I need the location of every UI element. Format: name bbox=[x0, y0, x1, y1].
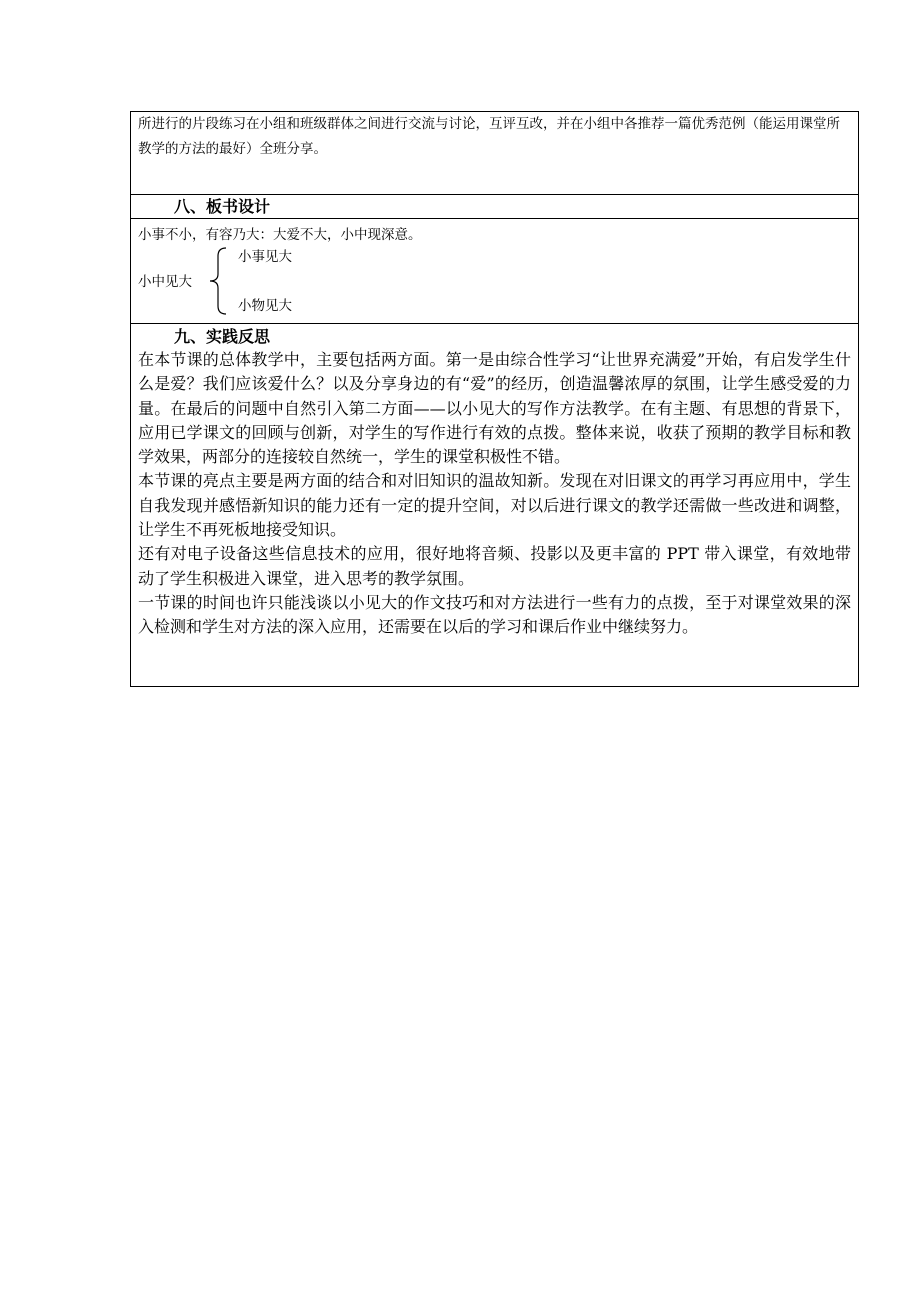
practice-paragraph: 所进行的片段练习在小组和班级群体之间进行交流与讨论，互评互改，并在小组中各推荐一篇优秀范例（能运用课堂所教学的方法的最好）全班分享。 bbox=[138, 116, 840, 157]
board-design-row bbox=[131, 219, 859, 324]
curly-brace-icon bbox=[206, 246, 228, 316]
board-topic: 小中见大 bbox=[138, 274, 192, 290]
practice-cell bbox=[131, 112, 859, 195]
board-design-cell bbox=[131, 219, 859, 324]
reflection-cell bbox=[131, 324, 859, 687]
reflection-paragraph-2: 本节课的亮点主要是两方面的结合和对旧知识的温故知新。发现在对旧课文的再学习再应用中，学生自我发现并感悟新知识的能力还有一定的提升空间，对以后进行课文的教学还需做一些改进和调整，让学生不再死板地接受知识。 bbox=[138, 471, 851, 540]
board-design-content bbox=[138, 219, 851, 323]
reflection-row bbox=[131, 324, 859, 687]
practice-row bbox=[131, 112, 859, 195]
board-item-small-object: 小物见大 bbox=[238, 298, 292, 314]
lesson-plan-table bbox=[130, 111, 859, 687]
board-design-heading-cell bbox=[131, 195, 859, 219]
board-design-heading: 八、板书设计 bbox=[174, 197, 271, 216]
board-design-heading-row bbox=[131, 195, 859, 219]
reflection-paragraph-3: 还有对电子设备这些信息技术的应用，很好地将音频、投影以及更丰富的 PPT 带入课堂，有效地带动了学生积极进入课堂，进入思考的教学氛围。 bbox=[138, 544, 851, 588]
reflection-paragraph-4: 一节课的时间也许只能浅谈以小见大的作文技巧和对方法进行一些有力的点拨，至于对课堂效果的深入检测和学生对方法的深入应用，还需要在以后的学习和课后作业中继续努力。 bbox=[138, 592, 851, 637]
board-summary-line: 小事不小，有容乃大：大爱不大，小中现深意。 bbox=[138, 227, 422, 243]
reflection-heading: 九、实践反思 bbox=[174, 327, 271, 346]
board-item-small-event: 小事见大 bbox=[238, 249, 292, 265]
reflection-paragraph-1: 在本节课的总体教学中，主要包括两方面。第一是由综合性学习“让世界充满爱”开始，有启发学生什么是爱？我们应该爱什么？以及分享身边的有“爱”的经历，创造温馨浓厚的氛围，让学生感受爱的力量。在最后的问题中自然引入第二方面——以小见大的写作方法教学。在有主题、有思想的背景下，应用已学课文的回顾与创新，对学生的写作进行有效的点拨。整体来说，收获了预期的教学目标和教学效果，两部分的连接较自然统一，学生的课堂积极性不错。 bbox=[138, 350, 851, 467]
